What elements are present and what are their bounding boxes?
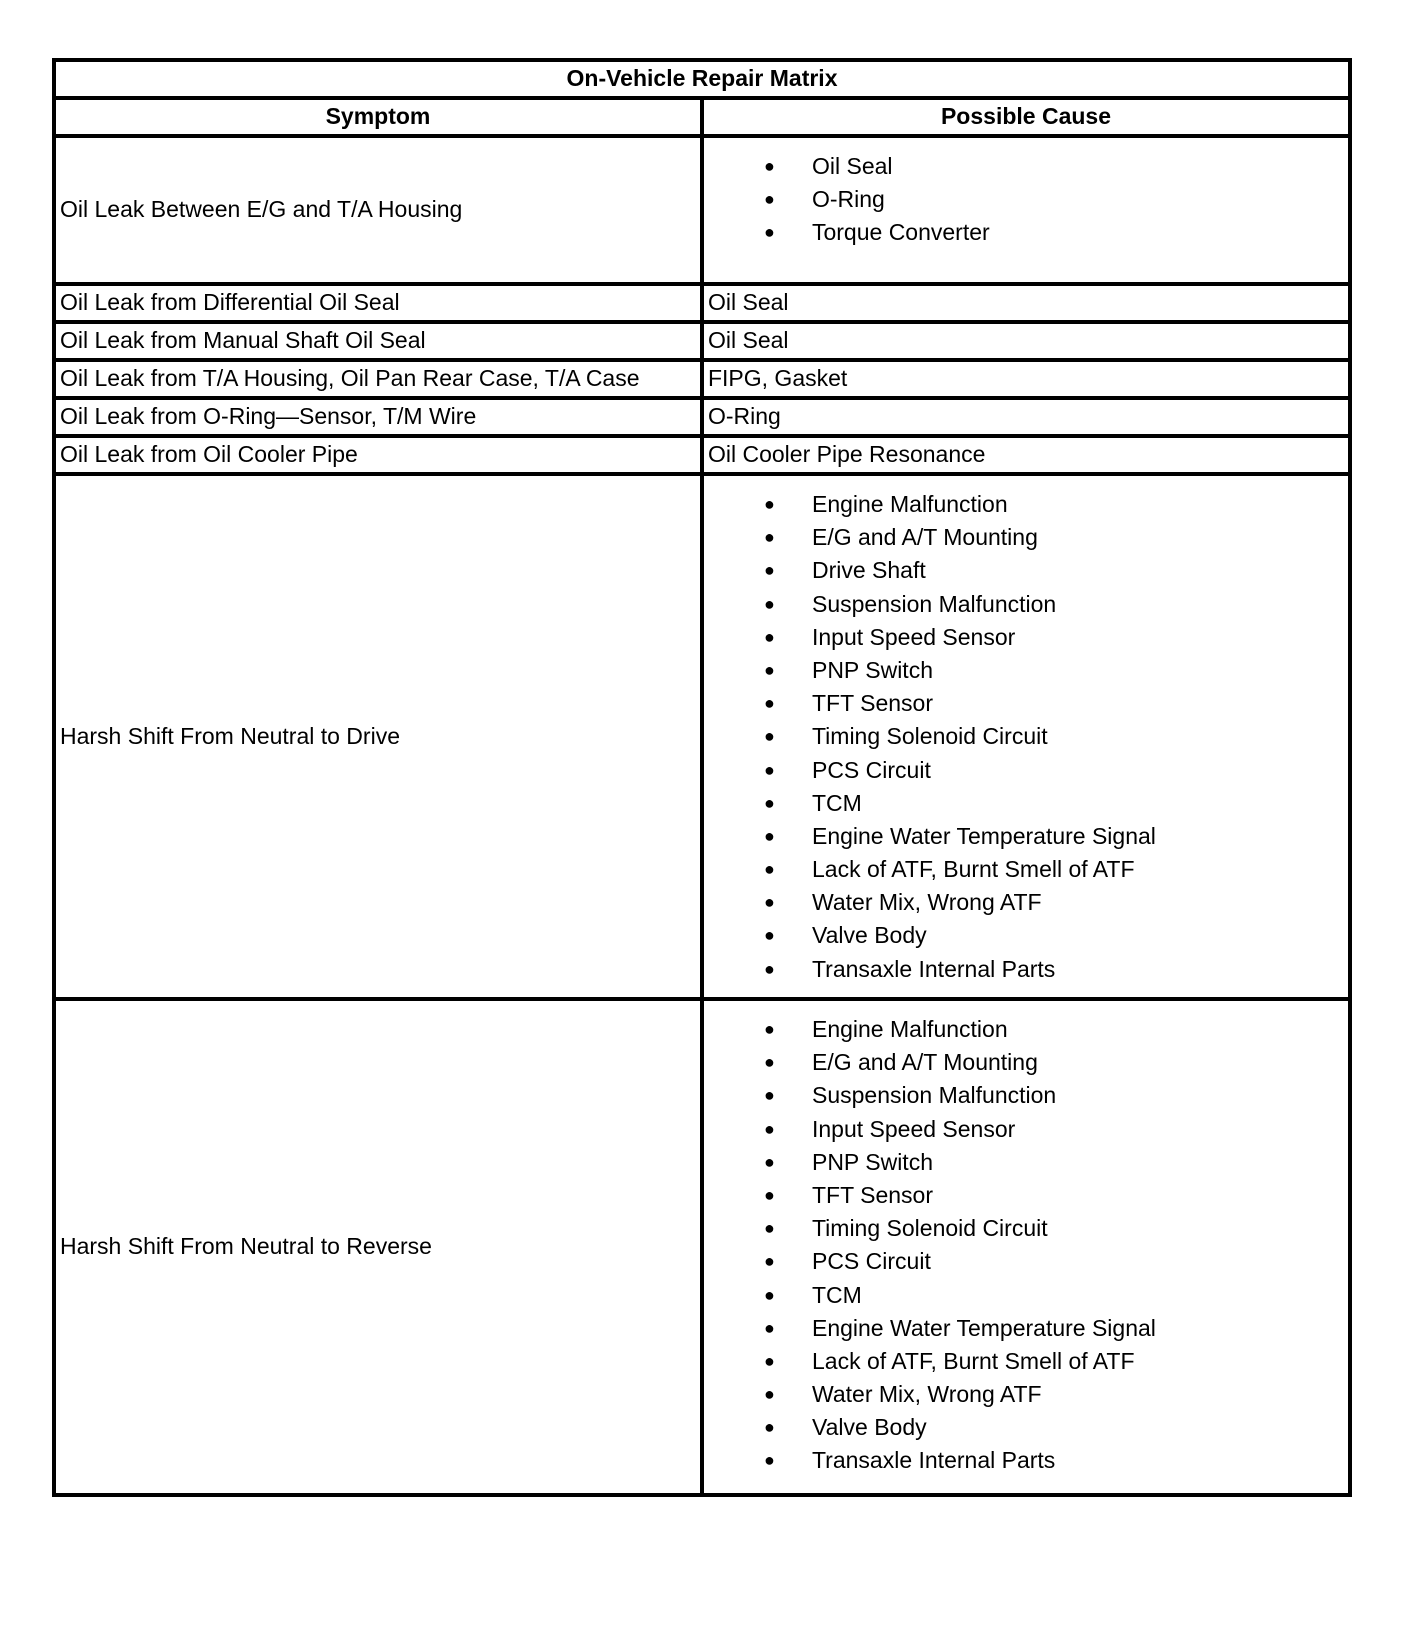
symptom-cell: Oil Leak from O-Ring—Sensor, T/M Wire [54,398,702,436]
cause-list-item [708,1378,1344,1411]
cause-list-item [708,150,1344,183]
bullet-icon: ● [763,222,775,243]
table-title: On-Vehicle Repair Matrix [54,60,1350,98]
cause-text: Transaxle Internal Parts [811,955,1056,982]
bullet-icon: ● [763,1052,775,1073]
bullet-icon: ● [763,1350,775,1371]
cause-text: TCM [811,1281,862,1308]
cause-cell [702,999,1350,1495]
cause-list-item [708,521,1344,554]
bullet-icon: ● [763,1085,775,1106]
bullet-icon: ● [763,527,775,548]
table-row [54,436,1350,474]
cause-text: Lack of ATF, Burnt Smell of ATF [811,1347,1135,1374]
cause-list-item [708,588,1344,621]
bullet-icon: ● [763,1019,775,1039]
cause-text: PNP Switch [811,1148,933,1175]
cause-text: Lack of ATF, Burnt Smell of ATF [811,856,1135,883]
cause-text: Engine Malfunction [811,491,1008,517]
cause-list-item [708,216,1344,249]
bullet-icon: ● [763,593,775,614]
cause-list-item [708,1179,1344,1212]
bullet-icon: ● [763,626,775,647]
bullet-icon: ● [763,958,775,979]
cause-list-item [708,687,1344,720]
cause-list-item [708,1046,1344,1079]
cause-list-item [708,1013,1344,1046]
bullet-icon: ● [763,494,775,514]
cause-list-item [708,720,1344,753]
bullet-icon: ● [763,1151,775,1172]
bullet-icon: ● [763,1118,775,1139]
cause-cell: O-Ring [702,398,1350,436]
table-row [54,284,1350,322]
cause-list-item [708,1146,1344,1179]
cause-text: Timing Solenoid Circuit [811,1215,1048,1242]
column-header-symptom: Symptom [54,98,702,136]
cause-list-item [708,1312,1344,1345]
cause-list-item [708,1245,1344,1278]
cause-list-item [708,853,1344,886]
bullet-icon: ● [763,792,775,813]
cause-list-item [708,754,1344,787]
table-row [54,474,1350,999]
column-header-cause: Possible Cause [702,98,1350,136]
symptom-cell: Oil Leak from Oil Cooler Pipe [54,436,702,474]
cause-list-item [708,953,1344,986]
bullet-icon: ● [763,1184,775,1205]
cause-list-item [708,886,1344,919]
symptom-cell: Oil Leak from Manual Shaft Oil Seal [54,322,702,360]
cause-list-item [708,787,1344,820]
symptom-cell: Harsh Shift From Neutral to Reverse [54,999,702,1495]
cause-text: PCS Circuit [811,1248,931,1275]
bullet-icon: ● [763,1450,775,1471]
symptom-cell: Oil Leak Between E/G and T/A Housing [54,136,702,284]
symptom-cell: Harsh Shift From Neutral to Drive [54,474,702,999]
cause-list-item [708,654,1344,687]
bullet-icon: ● [763,759,775,780]
cause-list [708,476,1344,986]
cause-cell: Oil Cooler Pipe Resonance [702,436,1350,474]
cause-list-item [708,1113,1344,1146]
bullet-icon: ● [763,925,775,946]
table-row [54,999,1350,1495]
cause-list-item [708,488,1344,521]
cause-list-item [708,621,1344,654]
bullet-icon: ● [763,693,775,714]
bullet-icon: ● [763,1417,775,1438]
cause-text: Engine Water Temperature Signal [811,822,1156,849]
cause-text: Oil Seal [811,153,893,179]
bullet-icon: ● [763,1317,775,1338]
cause-text: PCS Circuit [811,756,931,783]
cause-text: TFT Sensor [811,690,933,717]
table-row [54,136,1350,284]
cause-text: TCM [811,789,862,816]
cause-text: Valve Body [811,1414,927,1441]
cause-cell: FIPG, Gasket [702,360,1350,398]
cause-text: Suspension Malfunction [811,1082,1057,1109]
cause-text: Drive Shaft [811,557,926,584]
bullet-icon: ● [763,1218,775,1239]
bullet-icon: ● [763,825,775,846]
bullet-icon: ● [763,726,775,747]
cause-text: Input Speed Sensor [811,1115,1016,1142]
cause-text: Water Mix, Wrong ATF [811,1381,1042,1408]
cause-list [708,1001,1344,1478]
cause-text: E/G and A/T Mounting [811,524,1038,551]
bullet-icon: ● [763,1384,775,1405]
bullet-icon: ● [763,1284,775,1305]
cause-list-item [708,1079,1344,1112]
cause-text: E/G and A/T Mounting [811,1049,1038,1076]
cause-text: TFT Sensor [811,1181,933,1208]
cause-text: Water Mix, Wrong ATF [811,889,1042,916]
cause-text: Timing Solenoid Circuit [811,723,1048,750]
cause-text: Engine Malfunction [811,1016,1008,1042]
cause-text: Engine Water Temperature Signal [811,1314,1156,1341]
cause-list-item [708,183,1344,216]
cause-list-item [708,1345,1344,1378]
symptom-cell: Oil Leak from T/A Housing, Oil Pan Rear Case, T/A Case [54,360,702,398]
cause-text: Valve Body [811,922,927,949]
cause-list-item [708,1411,1344,1444]
cause-cell [702,474,1350,999]
cause-text: Transaxle Internal Parts [811,1447,1056,1474]
cause-list-item [708,1212,1344,1245]
table-row [54,360,1350,398]
bullet-icon: ● [763,189,775,210]
cause-list-item [708,1444,1344,1477]
symptom-cell: Oil Leak from Differential Oil Seal [54,284,702,322]
cause-text: Suspension Malfunction [811,590,1057,617]
table-row [54,398,1350,436]
cause-list [708,138,1344,250]
bullet-icon: ● [763,560,775,581]
cause-cell: Oil Seal [702,284,1350,322]
bullet-icon: ● [763,1251,775,1272]
bullet-icon: ● [763,659,775,680]
repair-matrix-table [52,58,1352,1497]
bullet-icon: ● [763,892,775,913]
bullet-icon: ● [763,156,775,176]
cause-text: PNP Switch [811,656,933,683]
cause-cell [702,136,1350,284]
table-row [54,322,1350,360]
cause-cell: Oil Seal [702,322,1350,360]
cause-text: O-Ring [811,186,885,213]
cause-list-item [708,554,1344,587]
cause-list-item [708,820,1344,853]
cause-text: Torque Converter [811,219,990,246]
cause-list-item [708,1279,1344,1312]
cause-text: Input Speed Sensor [811,623,1016,650]
bullet-icon: ● [763,859,775,880]
cause-list-item [708,919,1344,952]
